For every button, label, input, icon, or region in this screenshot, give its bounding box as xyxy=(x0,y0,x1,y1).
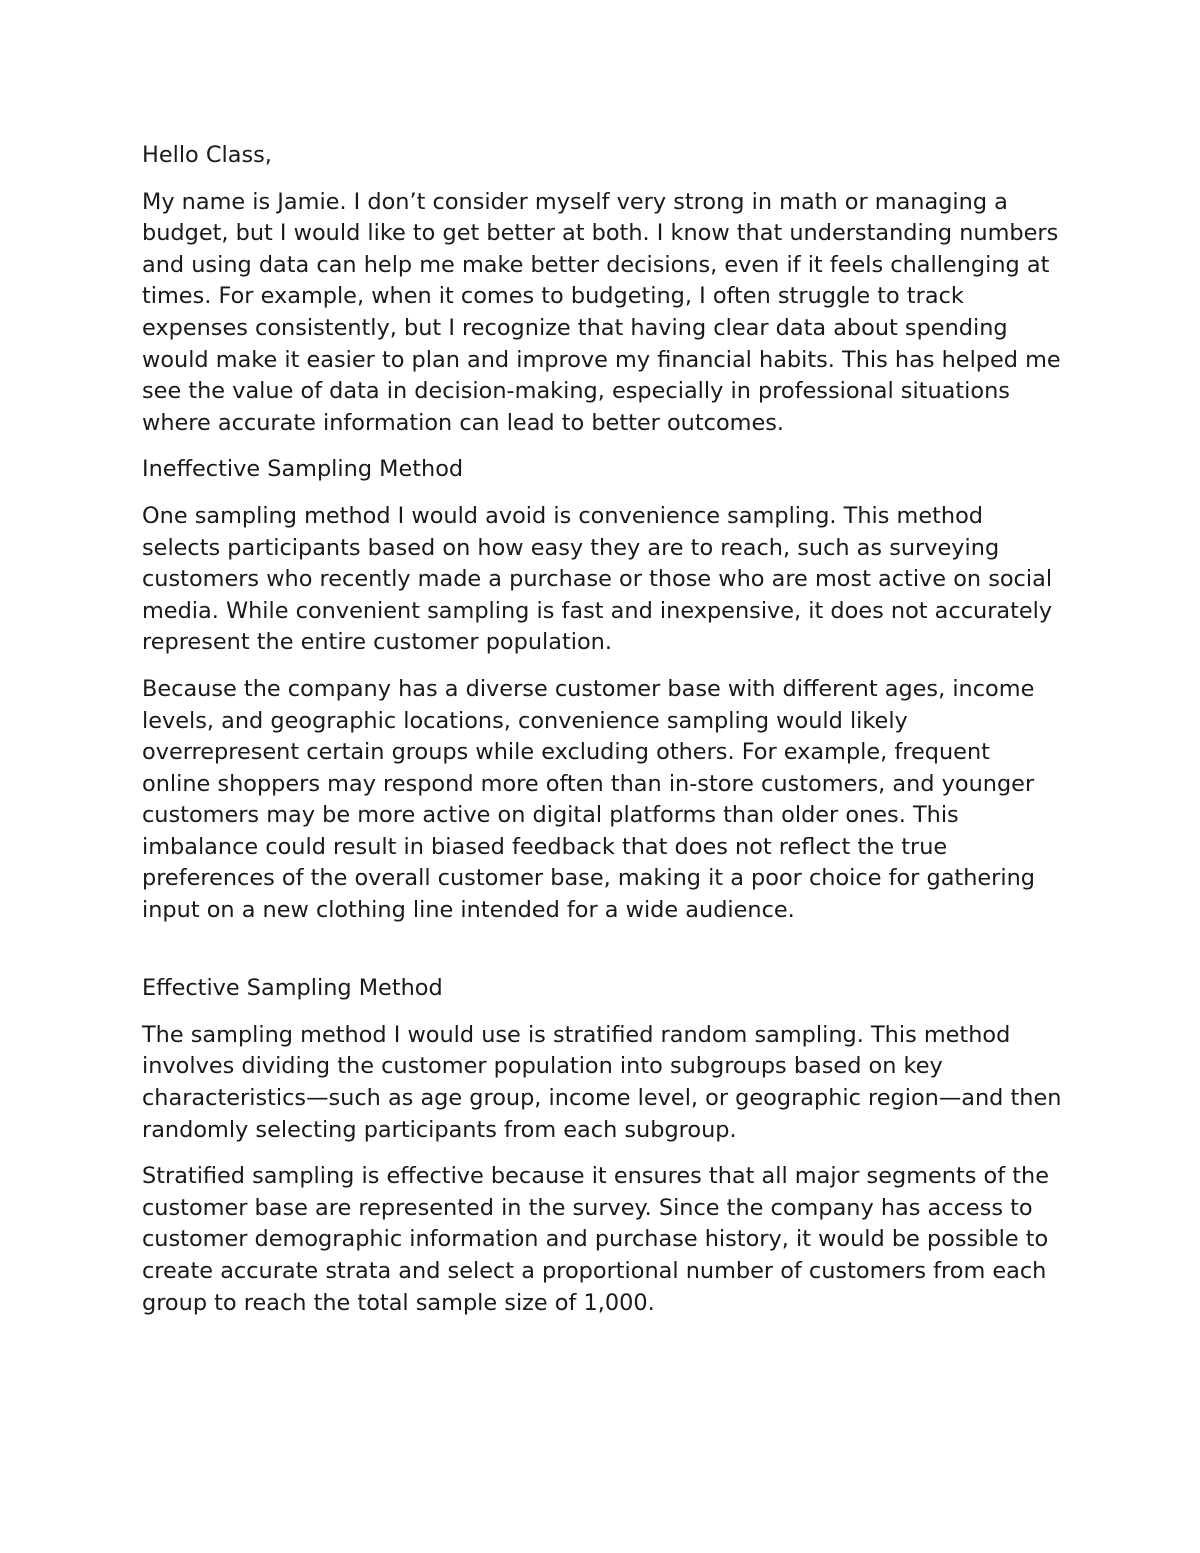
blank-line xyxy=(142,942,1062,974)
effective-paragraph-1: The sampling method I would use is stratified random sampling. This method involves dividing the customer population into subgroups based on key characteristics—such as age group, income level, or geographic region—and then randomly selecting participants from each subgroup. xyxy=(142,1021,1062,1143)
document-body xyxy=(142,140,1062,1334)
ineffective-heading: Ineffective Sampling Method xyxy=(142,456,464,483)
greeting: Hello Class, xyxy=(142,142,272,168)
effective-paragraph-2: Stratified sampling is effective because it ensures that all major segments of the customer base are represented in the survey. Since the company has access to customer demographic information and purchase history, it would be possible to create accurate strata and select a proportional number of customers from each group to reach the total sample size of 1,000. xyxy=(142,1163,1049,1316)
ineffective-paragraph-1: One sampling method I would avoid is convenience sampling. This method selects participants based on how easy they are to reach, such as surveying customers who recently made a purchase or those who are most active on social media. While convenient sampling is fast and inexpensive, it does not accurately represent the entire customer population. xyxy=(142,502,1053,656)
intro-paragraph: My name is Jamie. I don’t consider myself very strong in math or managing a budget, but I would like to get better at both. I know that understanding numbers and using data can help me make better decisions, even if it feels challenging at times. For example, when it comes to budgeting, I often struggle to track expenses consistently, but I recognize that having clear data about spending would make it easier to plan and improve my financial habits. This has helped me see the value of data in decision-making, especially in professional situations where accurate information can lead to better outcomes. xyxy=(142,188,1061,436)
effective-heading: Effective Sampling Method xyxy=(142,975,443,1002)
ineffective-paragraph-2: Because the company has a diverse customer base with different ages, income levels, and geographic locations, convenience sampling would likely overrepresent certain groups while excluding others. For example, frequent online shoppers may respond more often than in-store customers, and younger customers may be more active on digital platforms than older ones. This imbalance could result in biased feedback that does not reflect the true preferences of the overall customer base, making it a poor choice for gathering input on a new clothing line intended for a wide audience. xyxy=(142,675,1036,924)
